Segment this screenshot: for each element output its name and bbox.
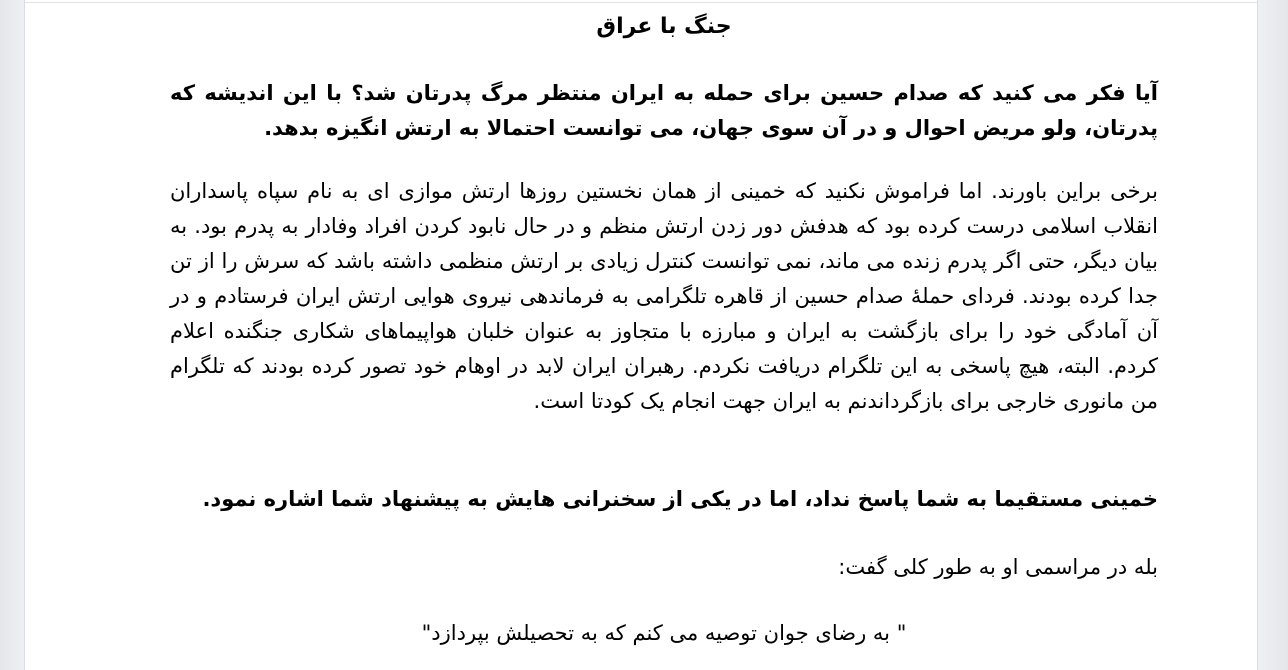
answer-paragraph-2: بله در مراسمی او به طور کلی گفت: <box>838 555 1158 579</box>
right-gutter <box>1257 0 1288 670</box>
question-paragraph-2: خمینی مستقیما به شما پاسخ نداد، اما در یکی از سخنرانی هایش به پیشنهاد شما اشاره نمود. <box>202 487 1158 511</box>
answer-paragraph-1: برخی براین باورند. اما فراموش نکنید که خمینی از همان نخستین روزها ارتش موازی ای به نام سپاه پاسداران انقلاب اسلامی درست کرده بود که هدفش دور زدن ارتش منظم و در حال نابود کردن افراد وفادار به پدرم بود. به بیان دیگر، حتی اگر پدرم زنده می ماند، نمی توانست کنترل زیادی بر ارتش منظمی داشته باشد که سرش را از تن جدا کرده بودند. فردای حملهٔ صدام حسین از قاهره تلگرامی به فرماندهی نیروی هوایی ارتش ایران فرستادم و در آن آمادگی خود را برای بازگشت به ایران و مبارزه با متجاوز به عنوان خلبان هواپیماهای شکاری جنگنده اعلام کردم. البته، هیچ پاسخی به این تلگرام دریافت نکردم. رهبران ایران لابد در اوهام خود تصور کرده بودند که تلگرام من مانوری خارجی برای بازگرداندنم به ایران جهت انجام یک کودتا است. <box>170 179 1158 413</box>
left-gutter <box>0 0 25 670</box>
document-title: جنگ با عراق <box>596 14 732 39</box>
page-top-border <box>25 2 1257 3</box>
question-paragraph-1: آیا فکر می کنید که صدام حسین برای حمله به ایران منتظر مرگ پدرتان شد؟ با این اندیشه که پدرتان، ولو مریض احوال و در آن سوی جهان، می توانست احتمالا به ارتش انگیزه بدهد. <box>170 81 1158 140</box>
quote-line: " به رضای جوان توصیه می کنم که به تحصیلش بپردازد" <box>421 621 907 645</box>
